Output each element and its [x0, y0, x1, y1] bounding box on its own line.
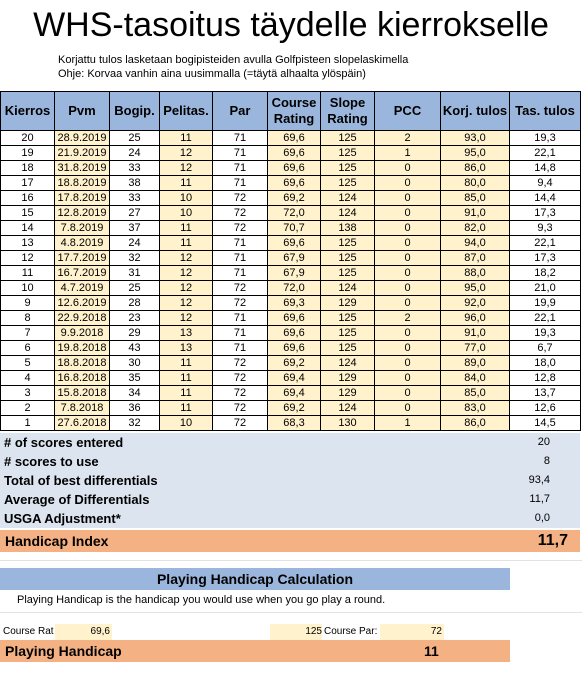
table-row [1, 176, 581, 191]
table-cell[interactable]: 0 [375, 191, 441, 206]
table-cell[interactable]: 95,0 [441, 281, 510, 296]
table-cell[interactable]: 94,0 [441, 236, 510, 251]
table-cell[interactable]: 124 [321, 191, 375, 206]
table-cell[interactable]: 124 [321, 206, 375, 221]
table-row [1, 311, 581, 326]
table-cell[interactable]: 72 [213, 191, 268, 206]
table-row [1, 236, 581, 251]
table-cell[interactable]: 9,3 [510, 221, 581, 236]
table-cell[interactable]: 11 [160, 386, 213, 401]
table-cell[interactable]: 0 [375, 296, 441, 311]
table-cell[interactable]: 72 [213, 206, 268, 221]
table-cell[interactable]: 69,2 [268, 191, 321, 206]
scores-entered-value[interactable]: 20 [537, 436, 550, 448]
playing-handicap-label: Playing Handicap [5, 643, 122, 659]
header-pcc[interactable]: PCC [375, 92, 441, 131]
table-cell[interactable]: 80,0 [441, 176, 510, 191]
header-tas-tulos[interactable]: Tas. tulos [510, 92, 581, 131]
table-cell[interactable]: 93,0 [441, 131, 510, 146]
table-row [1, 371, 581, 386]
table-cell[interactable]: 95,0 [441, 146, 510, 161]
table-cell[interactable]: 14,4 [510, 191, 581, 206]
table-cell[interactable]: 22.9.2018 [55, 311, 110, 326]
table-cell[interactable]: 69,4 [268, 371, 321, 386]
table-cell[interactable]: 12,8 [510, 371, 581, 386]
table-cell[interactable]: 0 [375, 341, 441, 356]
table-row [1, 251, 581, 266]
table-cell[interactable]: 8 [1, 311, 55, 326]
table-row [1, 221, 581, 236]
table-row [1, 356, 581, 371]
table-cell[interactable]: 22,1 [510, 236, 581, 251]
table-cell[interactable]: 14 [1, 221, 55, 236]
table-cell[interactable]: 43 [110, 341, 160, 356]
table-cell[interactable]: 0 [375, 326, 441, 341]
table-cell[interactable]: 10 [160, 191, 213, 206]
table-cell[interactable]: 71 [213, 161, 268, 176]
table-cell[interactable]: 124 [321, 281, 375, 296]
table-cell[interactable]: 69,6 [268, 236, 321, 251]
average-label: Average of Differentials [4, 492, 150, 507]
table-cell[interactable]: 71 [213, 311, 268, 326]
table-cell[interactable]: 0 [375, 386, 441, 401]
table-cell[interactable]: 125 [321, 236, 375, 251]
table-cell[interactable]: 18,2 [510, 266, 581, 281]
table-cell[interactable]: 18.8.2019 [55, 176, 110, 191]
table-cell[interactable]: 71 [213, 236, 268, 251]
table-cell[interactable]: 70,7 [268, 221, 321, 236]
total-best-label: Total of best differentials [4, 473, 158, 488]
table-cell[interactable]: 3 [1, 386, 55, 401]
table-cell[interactable]: 69,3 [268, 296, 321, 311]
table-cell[interactable]: 30 [110, 356, 160, 371]
table-cell[interactable]: 69,6 [268, 146, 321, 161]
table-cell[interactable]: 24 [110, 236, 160, 251]
table-cell[interactable]: 14,8 [510, 161, 581, 176]
table-cell[interactable]: 36 [110, 401, 160, 416]
table-cell[interactable]: 130 [321, 416, 375, 431]
table-cell[interactable]: 19,3 [510, 131, 581, 146]
table-cell[interactable]: 71 [213, 176, 268, 191]
table-cell[interactable]: 72 [213, 281, 268, 296]
header-bogip[interactable]: Bogip. [110, 92, 160, 131]
table-row [1, 296, 581, 311]
table-cell[interactable]: 17,3 [510, 206, 581, 221]
table-cell[interactable]: 69,6 [268, 131, 321, 146]
table-cell[interactable]: 129 [321, 386, 375, 401]
table-cell[interactable]: 68,3 [268, 416, 321, 431]
table-cell[interactable]: 125 [321, 146, 375, 161]
handicap-index-label: Handicap Index [5, 533, 109, 549]
table-cell[interactable]: 2 [375, 131, 441, 146]
playing-handicap-description: Playing Handicap is the handicap you would use when you go play a round. [17, 594, 386, 606]
header-slope-rating[interactable]: Slope Rating [321, 92, 375, 131]
table-cell[interactable]: 125 [321, 341, 375, 356]
table-cell[interactable]: 125 [321, 311, 375, 326]
table-cell[interactable]: 11 [160, 236, 213, 251]
table-cell[interactable]: 17.8.2019 [55, 191, 110, 206]
table-cell[interactable]: 13 [1, 236, 55, 251]
table-cell[interactable]: 18,0 [510, 356, 581, 371]
table-row [1, 416, 581, 431]
summary-total-best [0, 471, 580, 490]
table-cell[interactable]: 14,5 [510, 416, 581, 431]
header-pvm[interactable]: Pvm [55, 92, 110, 131]
table-cell[interactable]: 86,0 [441, 416, 510, 431]
table-row [1, 341, 581, 356]
table-cell[interactable]: 72 [213, 416, 268, 431]
table-cell[interactable]: 0 [375, 281, 441, 296]
table-cell[interactable]: 125 [321, 161, 375, 176]
slope-input[interactable]: 125 [270, 624, 322, 640]
table-cell[interactable]: 19.8.2018 [55, 341, 110, 356]
table-cell[interactable]: 89,0 [441, 356, 510, 371]
playing-handicap-title: Playing Handicap Calculation [0, 568, 510, 590]
table-cell[interactable]: 71 [213, 146, 268, 161]
table-cell[interactable]: 19 [1, 146, 55, 161]
table-cell[interactable]: 72,0 [268, 281, 321, 296]
table-cell[interactable]: 11 [160, 131, 213, 146]
table-cell[interactable]: 2 [375, 311, 441, 326]
table-cell[interactable]: 125 [321, 131, 375, 146]
gridline [0, 612, 582, 613]
table-cell[interactable]: 12 [160, 266, 213, 281]
table-cell[interactable]: 6,7 [510, 341, 581, 356]
table-cell[interactable]: 72 [213, 371, 268, 386]
handicap-index-row [0, 530, 580, 552]
table-cell[interactable]: 15 [1, 206, 55, 221]
course-par-label: Course Par: [324, 626, 378, 637]
table-cell[interactable]: 69,4 [268, 386, 321, 401]
table-cell[interactable]: 124 [321, 401, 375, 416]
playing-handicap-value[interactable]: 11 [424, 643, 439, 659]
playing-handicap-row [0, 640, 510, 662]
table-cell[interactable]: 2 [1, 401, 55, 416]
table-cell[interactable]: 1 [1, 416, 55, 431]
table-row [1, 386, 581, 401]
table-cell[interactable]: 71 [213, 326, 268, 341]
table-cell[interactable]: 38 [110, 176, 160, 191]
table-cell[interactable]: 31.8.2019 [55, 161, 110, 176]
table-cell[interactable]: 4 [1, 371, 55, 386]
table-cell[interactable]: 25 [110, 131, 160, 146]
table-cell[interactable]: 96,0 [441, 311, 510, 326]
table-cell[interactable]: 18.8.2018 [55, 356, 110, 371]
summary-average [0, 490, 580, 509]
note-line-1: Korjattu tulos lasketaan bogipisteiden avulla Golfpisteen slopelaskimella [58, 54, 409, 66]
table-header-row [1, 92, 581, 131]
table-cell[interactable]: 77,0 [441, 341, 510, 356]
table-cell[interactable]: 72,0 [268, 206, 321, 221]
sheet-title: WHS-tasoitus täydelle kierrokselle [33, 6, 549, 44]
table-cell[interactable]: 84,0 [441, 371, 510, 386]
table-cell[interactable]: 69,6 [268, 161, 321, 176]
table-cell[interactable]: 0 [375, 251, 441, 266]
table-cell[interactable]: 138 [321, 221, 375, 236]
table-cell[interactable]: 12.6.2019 [55, 296, 110, 311]
table-cell[interactable]: 11 [160, 401, 213, 416]
table-cell[interactable]: 32 [110, 251, 160, 266]
table-cell[interactable]: 10 [160, 416, 213, 431]
table-cell[interactable]: 16.7.2019 [55, 266, 110, 281]
table-cell[interactable]: 72 [213, 221, 268, 236]
table-cell[interactable]: 15.8.2018 [55, 386, 110, 401]
table-cell[interactable]: 11 [1, 266, 55, 281]
table-cell[interactable]: 23 [110, 311, 160, 326]
table-cell[interactable]: 19,3 [510, 326, 581, 341]
table-cell[interactable]: 0 [375, 356, 441, 371]
table-cell[interactable]: 21.9.2019 [55, 146, 110, 161]
table-cell[interactable]: 129 [321, 296, 375, 311]
table-cell[interactable]: 71 [213, 251, 268, 266]
rounds-table [0, 91, 581, 431]
header-par[interactable]: Par [213, 92, 268, 131]
table-cell[interactable]: 7.8.2019 [55, 221, 110, 236]
table-cell[interactable]: 0 [375, 161, 441, 176]
table-cell[interactable]: 21,0 [510, 281, 581, 296]
gridline [0, 560, 582, 561]
table-row [1, 161, 581, 176]
table-cell[interactable]: 16 [1, 191, 55, 206]
table-cell[interactable]: 72 [213, 296, 268, 311]
table-cell[interactable]: 71 [213, 266, 268, 281]
table-row [1, 131, 581, 146]
table-cell[interactable]: 22,1 [510, 311, 581, 326]
table-cell[interactable]: 18 [1, 161, 55, 176]
table-cell[interactable]: 33 [110, 161, 160, 176]
average-value[interactable]: 11,7 [529, 493, 550, 505]
table-cell[interactable]: 13 [160, 326, 213, 341]
total-best-value[interactable]: 93,4 [528, 474, 550, 486]
table-cell[interactable]: 17 [1, 176, 55, 191]
table-cell[interactable]: 29 [110, 326, 160, 341]
table-cell[interactable]: 32 [110, 416, 160, 431]
table-cell[interactable]: 72 [213, 386, 268, 401]
summary-scores-to-use [0, 452, 580, 471]
table-cell[interactable]: 92,0 [441, 296, 510, 311]
table-cell[interactable]: 11 [160, 371, 213, 386]
table-row [1, 326, 581, 341]
table-cell[interactable]: 69,2 [268, 356, 321, 371]
table-cell[interactable]: 11 [160, 221, 213, 236]
table-cell[interactable]: 35 [110, 371, 160, 386]
table-cell[interactable]: 71 [213, 131, 268, 146]
table-cell[interactable]: 7.8.2018 [55, 401, 110, 416]
course-rating-label: Course Rat [3, 626, 54, 637]
table-cell[interactable]: 12 [160, 251, 213, 266]
table-cell[interactable]: 17.7.2019 [55, 251, 110, 266]
table-cell[interactable]: 10 [1, 281, 55, 296]
table-cell[interactable]: 87,0 [441, 251, 510, 266]
table-row [1, 266, 581, 281]
table-cell[interactable]: 9 [1, 296, 55, 311]
note-line-2: Ohje: Korvaa vanhin aina uusimmalla (=täytä alhaalta ylöspäin) [58, 68, 366, 80]
table-cell[interactable]: 11 [160, 176, 213, 191]
handicap-index-value[interactable]: 11,7 [537, 532, 568, 549]
table-cell[interactable]: 83,0 [441, 401, 510, 416]
table-cell[interactable]: 5 [1, 356, 55, 371]
table-cell[interactable]: 67,9 [268, 251, 321, 266]
table-cell[interactable]: 85,0 [441, 191, 510, 206]
table-cell[interactable]: 7 [1, 326, 55, 341]
table-cell[interactable]: 9.9.2018 [55, 326, 110, 341]
scores-to-use-label: # scores to use [4, 454, 99, 469]
table-cell[interactable]: 85,0 [441, 386, 510, 401]
table-cell[interactable]: 72 [213, 356, 268, 371]
table-cell[interactable]: 12 [1, 251, 55, 266]
table-cell[interactable]: 27 [110, 206, 160, 221]
header-korj-tulos[interactable]: Korj. tulos [441, 92, 510, 131]
table-cell[interactable]: 0 [375, 236, 441, 251]
table-cell[interactable]: 28.9.2019 [55, 131, 110, 146]
table-cell[interactable]: 22,1 [510, 146, 581, 161]
table-cell[interactable]: 0 [375, 266, 441, 281]
summary-adjustment [0, 509, 580, 528]
header-course-rating[interactable]: Course Rating [268, 92, 321, 131]
table-cell[interactable]: 1 [375, 146, 441, 161]
table-cell[interactable]: 10 [160, 206, 213, 221]
table-cell[interactable]: 129 [321, 371, 375, 386]
table-cell[interactable]: 11 [160, 356, 213, 371]
table-row [1, 206, 581, 221]
table-cell[interactable]: 28 [110, 296, 160, 311]
course-rating-input[interactable]: 69,6 [55, 624, 112, 640]
table-cell[interactable]: 67,9 [268, 266, 321, 281]
table-cell[interactable]: 6 [1, 341, 55, 356]
table-cell[interactable]: 31 [110, 266, 160, 281]
table-cell[interactable]: 69,6 [268, 176, 321, 191]
table-cell[interactable]: 37 [110, 221, 160, 236]
table-cell[interactable]: 12 [160, 146, 213, 161]
table-cell[interactable]: 0 [375, 176, 441, 191]
table-cell[interactable]: 72 [213, 401, 268, 416]
adjustment-value[interactable]: 0,0 [534, 512, 550, 524]
table-row [1, 401, 581, 416]
table-cell[interactable]: 12,6 [510, 401, 581, 416]
table-cell[interactable]: 33 [110, 191, 160, 206]
adjustment-label: USGA Adjustment* [4, 511, 121, 526]
table-cell[interactable]: 4.7.2019 [55, 281, 110, 296]
table-cell[interactable]: 0 [375, 221, 441, 236]
table-cell[interactable]: 19,9 [510, 296, 581, 311]
table-cell[interactable]: 24 [110, 146, 160, 161]
table-cell[interactable]: 69,6 [268, 311, 321, 326]
table-cell[interactable]: 125 [321, 251, 375, 266]
table-cell[interactable]: 91,0 [441, 326, 510, 341]
table-row [1, 146, 581, 161]
table-cell[interactable]: 82,0 [441, 221, 510, 236]
table-cell[interactable]: 12 [160, 296, 213, 311]
table-cell[interactable]: 13,7 [510, 386, 581, 401]
header-kierros[interactable]: Kierros [1, 92, 55, 131]
table-cell[interactable]: 69,6 [268, 326, 321, 341]
table-cell[interactable]: 71 [213, 341, 268, 356]
table-cell[interactable]: 12 [160, 311, 213, 326]
table-body [1, 131, 581, 431]
table-cell[interactable]: 69,2 [268, 401, 321, 416]
course-par-input[interactable]: 72 [380, 624, 444, 640]
table-cell[interactable]: 25 [110, 281, 160, 296]
table-cell[interactable]: 20 [1, 131, 55, 146]
table-row [1, 191, 581, 206]
table-cell[interactable]: 125 [321, 176, 375, 191]
table-cell[interactable]: 1 [375, 416, 441, 431]
table-cell[interactable]: 88,0 [441, 266, 510, 281]
table-row [1, 281, 581, 296]
table-cell[interactable]: 27.6.2018 [55, 416, 110, 431]
table-cell[interactable]: 16.8.2018 [55, 371, 110, 386]
table-cell[interactable]: 69,6 [268, 341, 321, 356]
header-pelitas[interactable]: Pelitas. [160, 92, 213, 131]
table-cell[interactable]: 12.8.2019 [55, 206, 110, 221]
table-cell[interactable]: 0 [375, 401, 441, 416]
table-cell[interactable]: 13 [160, 341, 213, 356]
table-cell[interactable]: 9,4 [510, 176, 581, 191]
summary-scores-entered [0, 433, 580, 452]
scores-entered-label: # of scores entered [4, 435, 124, 450]
table-cell[interactable]: 34 [110, 386, 160, 401]
table-cell[interactable]: 125 [321, 266, 375, 281]
table-cell[interactable]: 91,0 [441, 206, 510, 221]
table-cell[interactable]: 124 [321, 356, 375, 371]
table-cell[interactable]: 0 [375, 206, 441, 221]
table-cell[interactable]: 86,0 [441, 161, 510, 176]
table-cell[interactable]: 0 [375, 371, 441, 386]
table-cell[interactable]: 17,3 [510, 251, 581, 266]
table-cell[interactable]: 12 [160, 161, 213, 176]
table-cell[interactable]: 12 [160, 281, 213, 296]
scores-to-use-value[interactable]: 8 [543, 455, 550, 467]
table-cell[interactable]: 4.8.2019 [55, 236, 110, 251]
table-cell[interactable]: 125 [321, 326, 375, 341]
